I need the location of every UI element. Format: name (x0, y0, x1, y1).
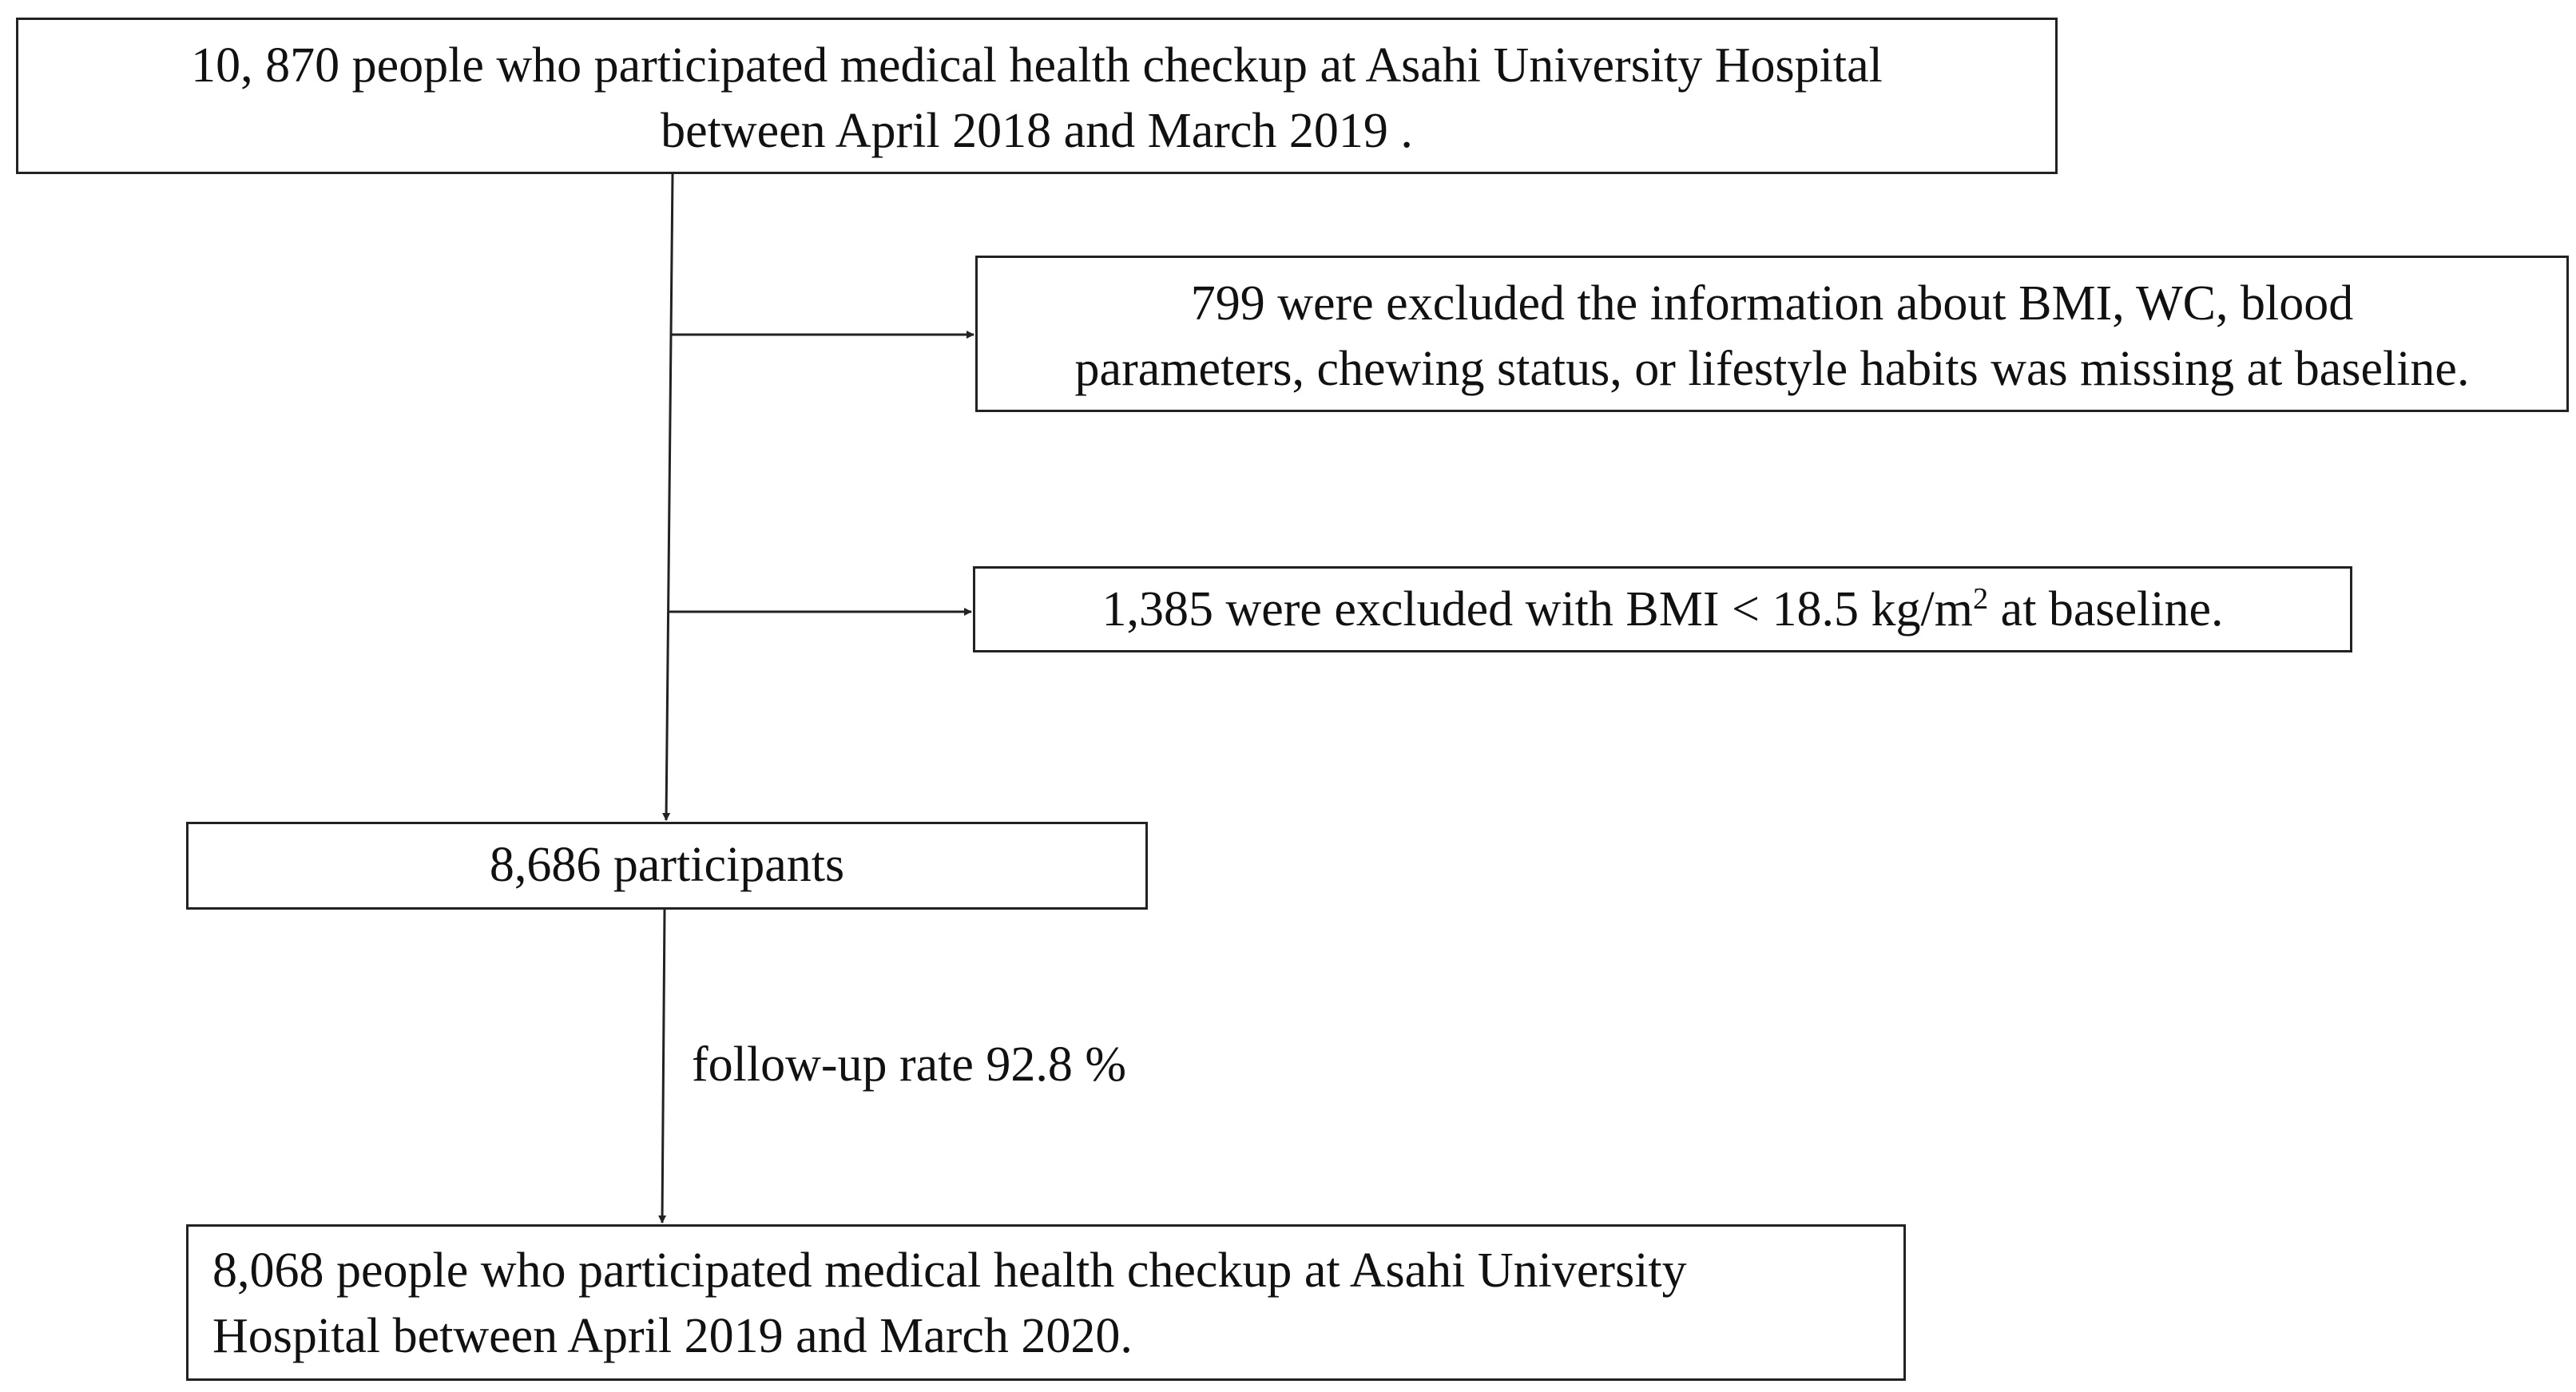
final-population-line1: 8,068 people who participated medical health checkup at Asahi University (212, 1243, 1687, 1298)
final-population-line2: Hospital between April 2019 and March 2020. (212, 1309, 1133, 1363)
initial-population-line2: between April 2018 and March 2019 . (661, 104, 1413, 158)
exclusion-missing-data-line1: 799 were excluded the information about BMI, WC, blood (1190, 276, 2354, 331)
exclusion-low-bmi-box (973, 566, 2352, 652)
exclusion-low-bmi-superscript: 2 (1972, 581, 1989, 616)
exclusion-low-bmi-text (975, 577, 2350, 642)
exclusion-missing-data-box (975, 256, 2569, 412)
main-trunk-arrow (666, 174, 673, 820)
participants-text: 8,686 participants (489, 838, 845, 892)
exclusion-low-bmi-text-main: 1,385 were excluded with BMI < 18.5 kg/m (1101, 582, 1973, 637)
participants-box (186, 822, 1148, 910)
exclusion-missing-data-line2: parameters, chewing status, or lifestyle habits was missing at baseline. (1074, 342, 2470, 396)
final-population-box (186, 1224, 1906, 1381)
followup-arrow (662, 910, 665, 1223)
initial-population-line1: 10, 870 people who participated medical health checkup at Asahi University Hospital (191, 38, 1883, 93)
followup-rate-label: follow-up rate 92.8 % (692, 1037, 1127, 1092)
exclusion-low-bmi-text-tail: at baseline. (1988, 582, 2224, 637)
initial-population-box (16, 18, 2058, 174)
